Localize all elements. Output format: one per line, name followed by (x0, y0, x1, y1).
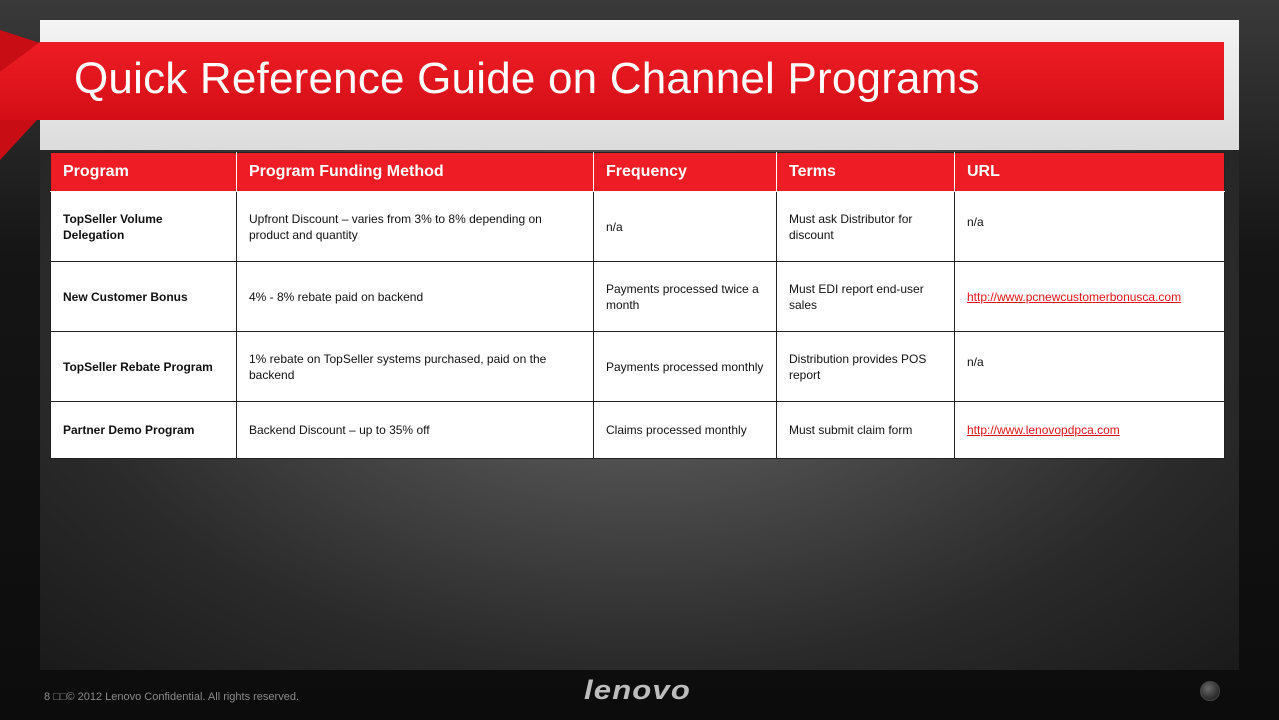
cell-terms: Distribution provides POS report (777, 332, 955, 402)
header-funding-method: Program Funding Method (237, 153, 594, 192)
cell-funding: 4% - 8% rebate paid on backend (237, 262, 594, 332)
channel-programs-table (50, 152, 1225, 459)
cell-funding: 1% rebate on TopSeller systems purchased, paid on the backend (237, 332, 594, 402)
slide-title: Quick Reference Guide on Channel Programs (74, 54, 980, 103)
cell-funding: Backend Discount – up to 35% off (237, 402, 594, 459)
table-row (51, 192, 1225, 262)
cell-url (955, 262, 1225, 332)
cell-program: TopSeller Volume Delegation (51, 192, 237, 262)
cell-frequency: Claims processed monthly (594, 402, 777, 459)
page-number: 8 (44, 691, 51, 703)
table-row (51, 332, 1225, 402)
table-header-row (51, 153, 1225, 192)
cell-program: TopSeller Rebate Program (51, 332, 237, 402)
table-row (51, 402, 1225, 459)
copyright-text: □□© 2012 Lenovo Confidential. All rights reserved. (53, 691, 299, 703)
lenovo-logo: lenovo (584, 675, 691, 705)
cell-frequency: Payments processed monthly (594, 332, 777, 402)
cell-frequency: n/a (594, 192, 777, 262)
slide-footer (44, 691, 299, 703)
cell-terms: Must submit claim form (777, 402, 955, 459)
cell-funding: Upfront Discount – varies from 3% to 8% depending on product and quantity (237, 192, 594, 262)
cell-terms: Must ask Distributor for discount (777, 192, 955, 262)
cell-url: n/a (955, 332, 1225, 402)
cell-url (955, 402, 1225, 459)
cell-url: n/a (955, 192, 1225, 262)
table-row (51, 262, 1225, 332)
header-frequency: Frequency (594, 153, 777, 192)
header-terms: Terms (777, 153, 955, 192)
partner-demo-link[interactable]: http://www.lenovopdpca.com (967, 423, 1120, 437)
new-customer-bonus-link[interactable]: http://www.pcnewcustomerbonusca.com (967, 289, 1182, 304)
cell-program: New Customer Bonus (51, 262, 237, 332)
header-url: URL (955, 153, 1225, 192)
power-button-icon (1200, 681, 1220, 701)
cell-frequency: Payments processed twice a month (594, 262, 777, 332)
header-program: Program (51, 153, 237, 192)
cell-terms: Must EDI report end-user sales (777, 262, 955, 332)
cell-program: Partner Demo Program (51, 402, 237, 459)
